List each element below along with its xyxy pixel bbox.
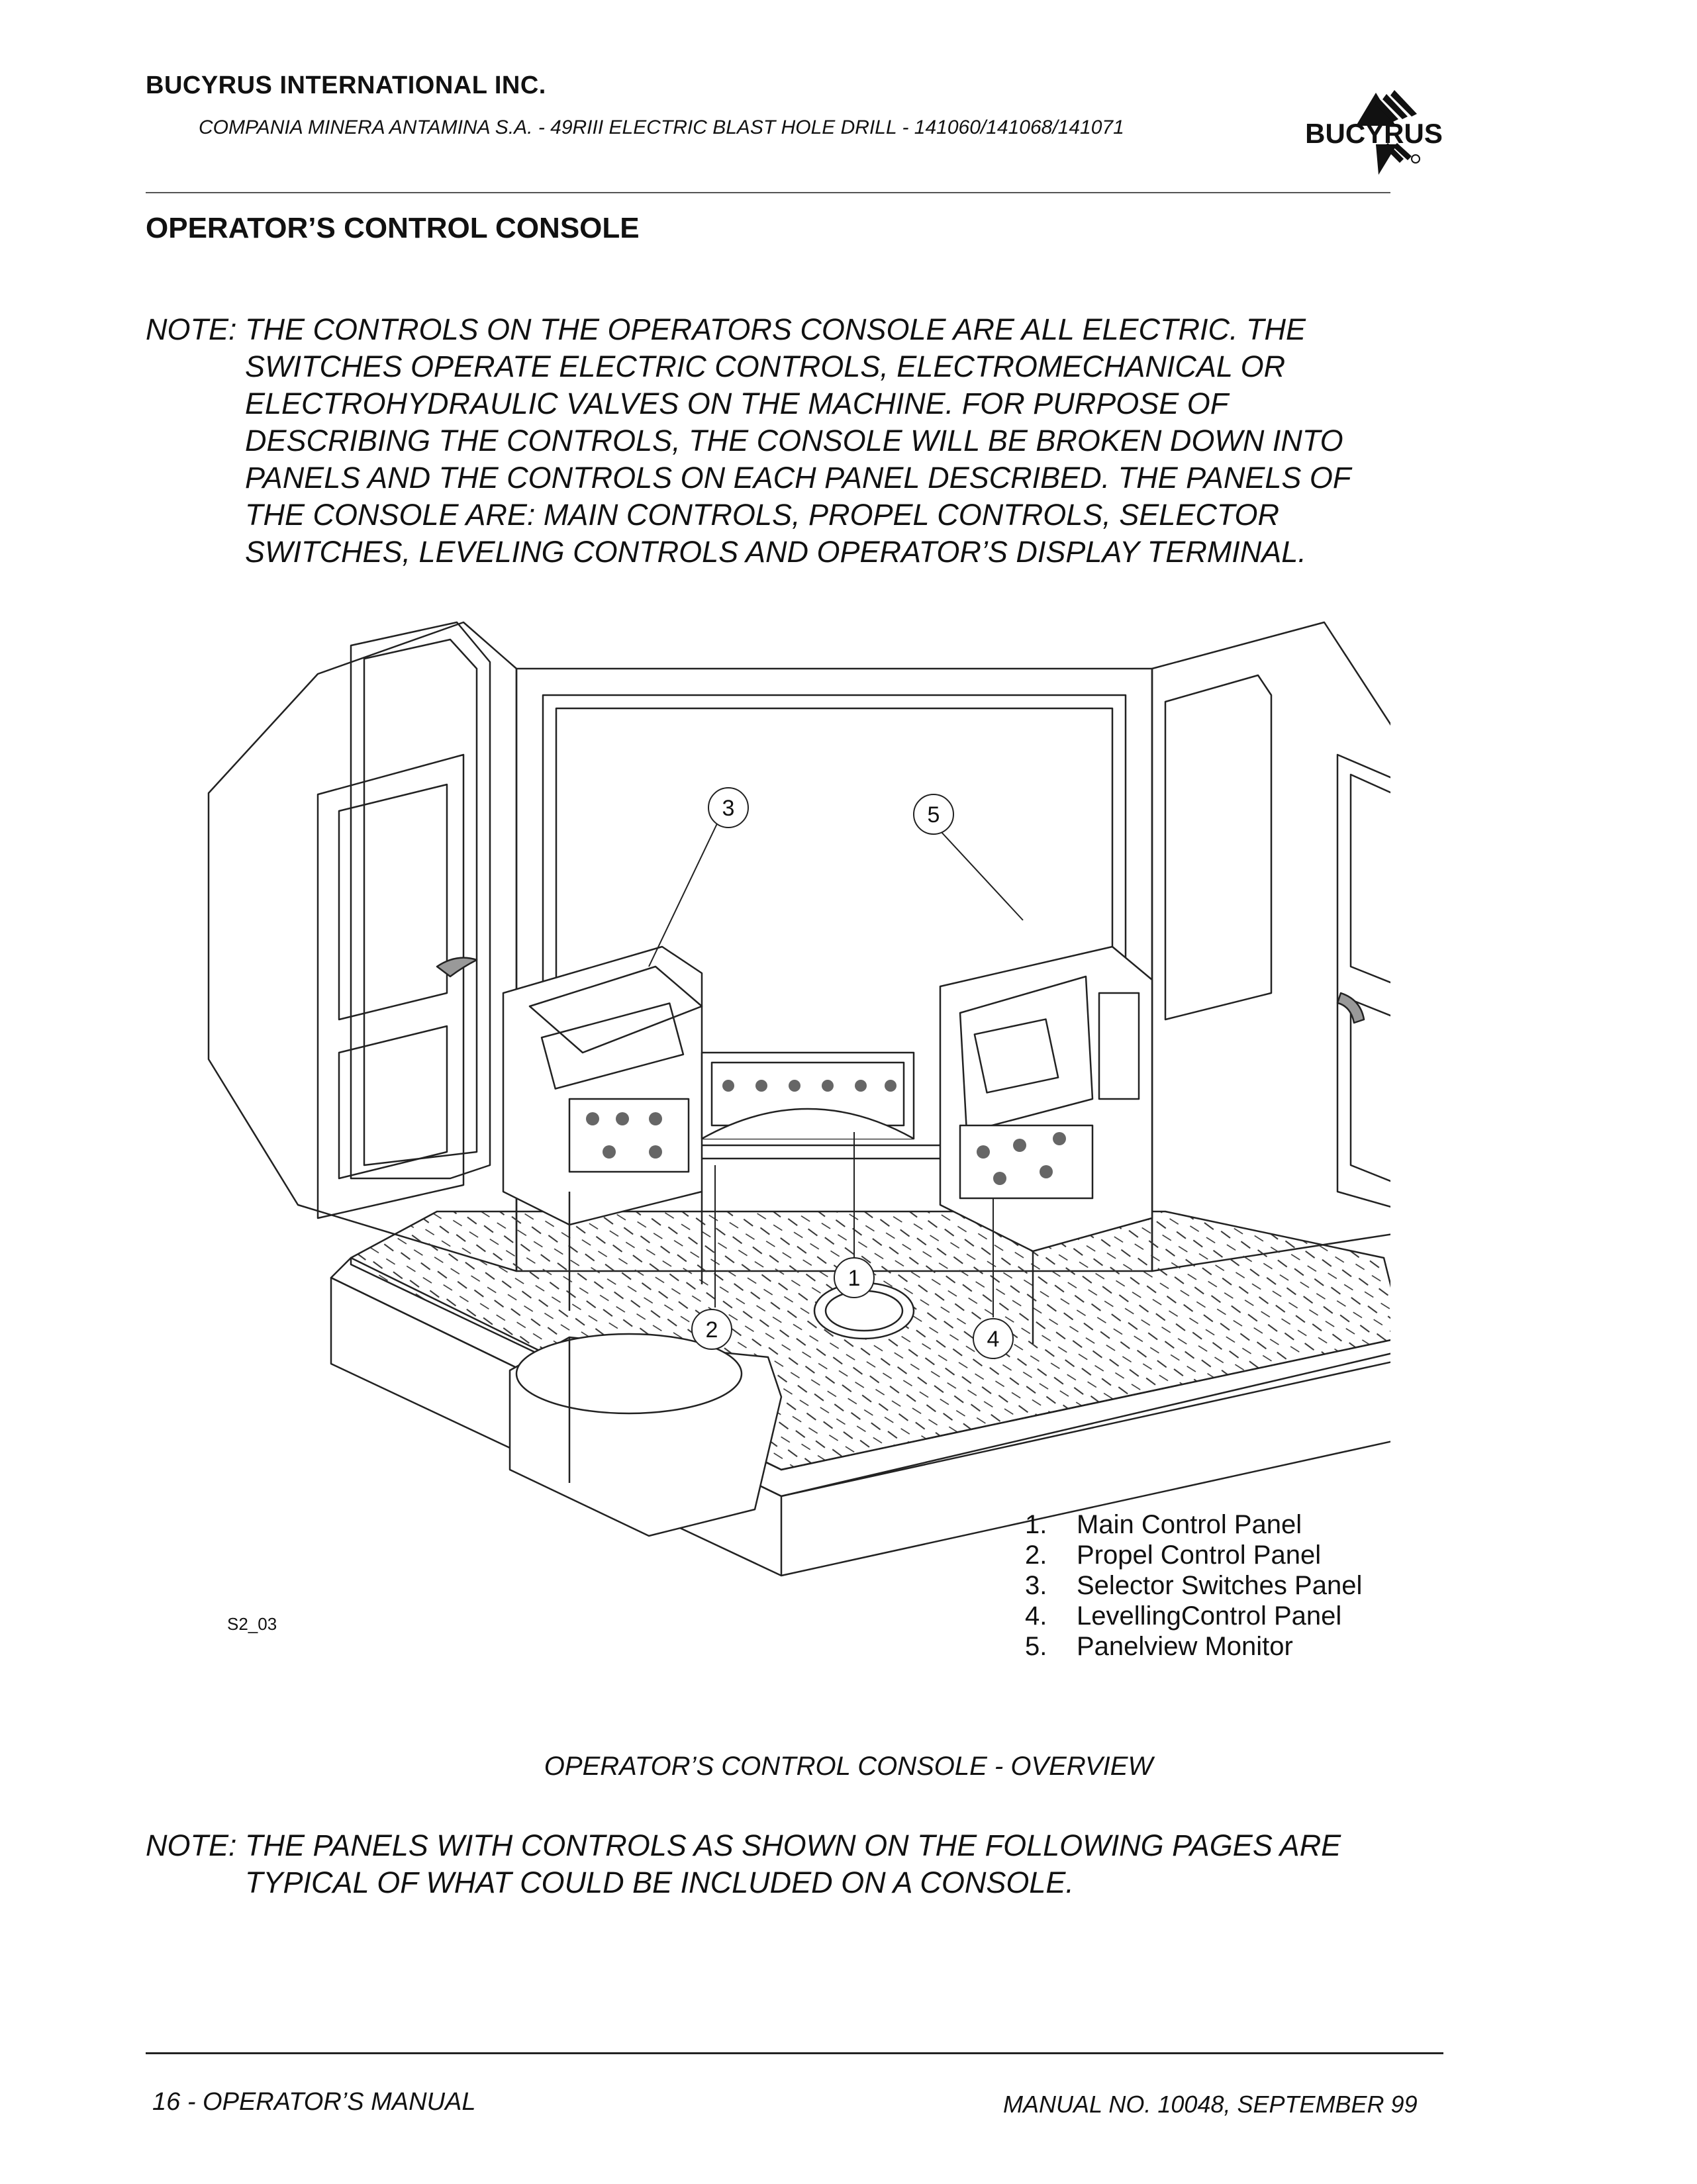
figure-caption: OPERATOR’S CONTROL CONSOLE - OVERVIEW — [544, 1752, 1153, 1781]
header-rule — [146, 192, 1390, 193]
legend-item — [1025, 1631, 1362, 1662]
right-door — [1337, 755, 1390, 1218]
callout-4-label: 4 — [987, 1327, 1000, 1352]
footer-page-label: 16 - OPERATOR’S MANUAL — [152, 2088, 476, 2116]
legend-item — [1025, 1540, 1362, 1570]
section-title: OPERATOR’S CONTROL CONSOLE — [146, 212, 640, 244]
legend-label: Selector Switches Panel — [1077, 1571, 1363, 1600]
figure-legend — [1025, 1509, 1362, 1662]
legend-label: Panelview Monitor — [1077, 1632, 1293, 1661]
note-line: DESCRIBING THE CONTROLS, THE CONSOLE WILL BE BROKEN DOWN INTO — [245, 424, 1343, 457]
legend-label: Propel Control Panel — [1077, 1541, 1322, 1570]
legend-number: 1. — [1025, 1510, 1047, 1539]
note-line: THE CONSOLE ARE: MAIN CONTROLS, PROPEL CONTROLS, SELECTOR — [245, 498, 1279, 532]
footer-rule — [146, 2052, 1443, 2054]
legend-item — [1025, 1601, 1362, 1631]
note-tag: NOTE: — [146, 312, 237, 346]
figure-code: S2_03 — [227, 1614, 277, 1634]
callout-1-label: 1 — [848, 1266, 861, 1291]
company-name: BUCYRUS INTERNATIONAL INC. — [146, 71, 546, 99]
note-body — [245, 1827, 1490, 1901]
note-line: SWITCHES OPERATE ELECTRIC CONTROLS, ELECTROMECHANICAL OR — [245, 350, 1286, 383]
note-line: THE PANELS WITH CONTROLS AS SHOWN ON THE FOLLOWING PAGES ARE — [245, 1828, 1341, 1862]
legend-number: 4. — [1025, 1601, 1047, 1631]
note-line: THE CONTROLS ON THE OPERATORS CONSOLE ARE ALL ELECTRIC. THE — [245, 312, 1306, 346]
note-line: PANELS AND THE CONTROLS ON EACH PANEL DESCRIBED. THE PANELS OF — [245, 461, 1351, 495]
note-tag: NOTE: — [146, 1828, 237, 1862]
legend-number: 2. — [1025, 1541, 1047, 1570]
note-line: TYPICAL OF WHAT COULD BE INCLUDED ON A CONSOLE. — [245, 1866, 1074, 1899]
logo-text: BUCYRUS — [1305, 118, 1443, 149]
document-subtitle: COMPANIA MINERA ANTAMINA S.A. - 49RIII ELECTRIC BLAST HOLE DRILL - 141060/141068/141071 — [199, 117, 1124, 138]
legend-item — [1025, 1509, 1362, 1540]
legend-item — [1025, 1570, 1362, 1601]
callout-2-label: 2 — [705, 1317, 718, 1343]
note-panels-typical — [146, 1827, 1536, 1913]
legend-number: 3. — [1025, 1571, 1047, 1600]
note-line: ELECTROHYDRAULIC VALVES ON THE MACHINE. FOR PURPOSE OF — [245, 387, 1229, 420]
left-wall — [209, 622, 516, 1271]
note-body — [245, 311, 1490, 571]
note-line: SWITCHES, LEVELING CONTROLS AND OPERATOR’S DISPLAY TERMINAL. — [245, 535, 1306, 569]
note-console-description — [146, 311, 1536, 576]
callout-3-label: 3 — [722, 796, 735, 821]
legend-label: Main Control Panel — [1077, 1510, 1302, 1539]
footer-manual-number: MANUAL NO. 10048, SEPTEMBER 99 — [1003, 2091, 1418, 2118]
legend-label: LevellingControl Panel — [1077, 1601, 1342, 1631]
bucyrus-logo — [1298, 85, 1450, 177]
callout-5-label: 5 — [927, 802, 940, 828]
legend-number: 5. — [1025, 1632, 1047, 1661]
